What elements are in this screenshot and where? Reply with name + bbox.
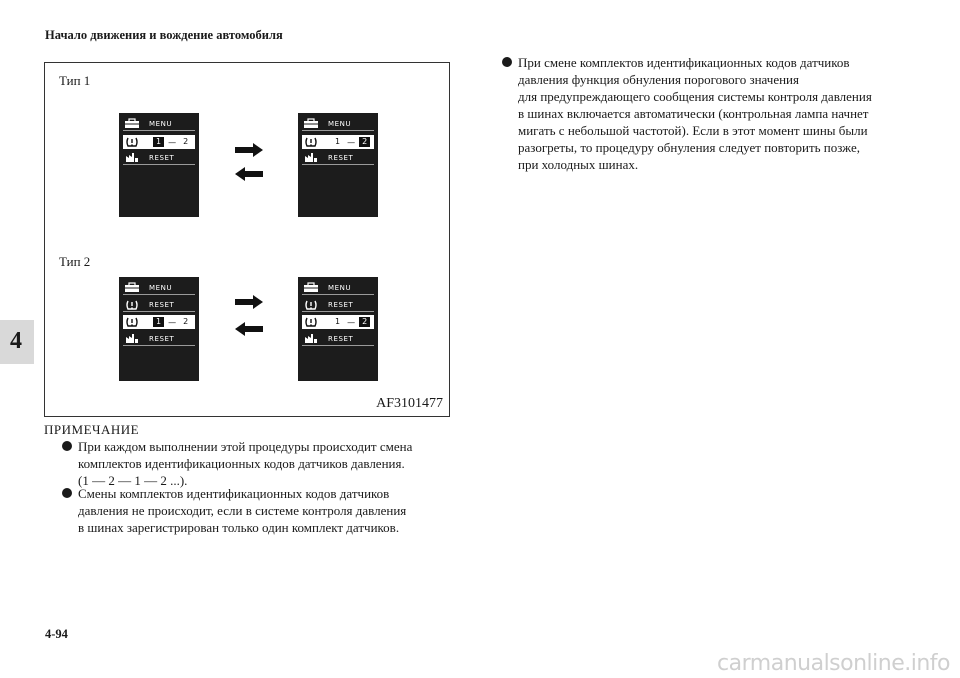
type1-label: Тип 1 bbox=[59, 73, 91, 88]
watermark: carmanualsonline.info bbox=[717, 651, 950, 676]
figure-code: AF3101477 bbox=[376, 396, 443, 411]
tire-pressure-icon bbox=[302, 299, 320, 311]
menu-label: MENU bbox=[328, 119, 352, 128]
toolbox-icon bbox=[123, 282, 141, 294]
note-line: При каждом выполнении этой процедуры происходит смена bbox=[78, 439, 413, 454]
factory-icon bbox=[123, 333, 141, 345]
dash: — bbox=[168, 137, 177, 147]
reset-label: RESET bbox=[149, 153, 175, 162]
factory-icon bbox=[302, 333, 320, 345]
tire-pressure-icon bbox=[123, 316, 141, 328]
paragraph-line: разогреты, то процедуру обнуления следует повторить позже, bbox=[518, 140, 860, 155]
display-screen bbox=[298, 113, 378, 217]
set-2-box: 2 bbox=[183, 317, 189, 326]
chapter-number: 4 bbox=[10, 328, 22, 354]
note-line: Смены комплектов идентификационных кодов датчиков bbox=[78, 486, 390, 501]
menu-label: MENU bbox=[328, 283, 352, 292]
dash: — bbox=[347, 317, 356, 327]
paragraph-line: давления функция обнуления порогового значения bbox=[518, 72, 799, 87]
set-2-box: 2 bbox=[359, 137, 370, 147]
display-screen bbox=[119, 113, 199, 217]
toolbox-icon bbox=[123, 118, 141, 130]
dash: — bbox=[168, 317, 177, 327]
note-line: давления не происходит, если в системе контроля давления bbox=[78, 503, 407, 518]
arrow-left-icon bbox=[235, 167, 263, 181]
paragraph-line: При смене комплектов идентификационных кодов датчиков bbox=[518, 55, 850, 70]
page-number: 4-94 bbox=[45, 627, 68, 641]
paragraph-line: мигать с небольшой частотой). Если в этот момент шины были bbox=[518, 123, 868, 138]
note-title: ПРИМЕЧАНИЕ bbox=[44, 422, 140, 437]
tire-pressure-icon bbox=[123, 299, 141, 311]
paragraph-line: для предупреждающего сообщения системы контроля давления bbox=[518, 89, 872, 104]
bullet-icon bbox=[62, 488, 72, 498]
arrow-left-icon bbox=[235, 322, 263, 336]
bullet-icon bbox=[502, 57, 512, 67]
bullet-icon bbox=[62, 441, 72, 451]
set-1-box: 1 bbox=[335, 137, 341, 146]
factory-icon bbox=[302, 152, 320, 164]
note-line: комплектов идентификационных кодов датчиков давления. bbox=[78, 456, 405, 471]
display-screen bbox=[298, 277, 378, 381]
sensor-set-selector bbox=[153, 137, 191, 147]
note-bullet-2 bbox=[62, 485, 406, 536]
tire-pressure-icon bbox=[302, 136, 320, 148]
sensor-set-selector bbox=[153, 317, 191, 327]
reset-label: RESET bbox=[328, 334, 354, 343]
set-1-box: 1 bbox=[153, 137, 164, 147]
menu-label: MENU bbox=[149, 283, 173, 292]
reset-label: RESET bbox=[149, 300, 175, 309]
factory-icon bbox=[123, 152, 141, 164]
sensor-set-selector bbox=[332, 317, 370, 327]
chapter-tab bbox=[0, 320, 34, 364]
sensor-set-selector bbox=[332, 137, 370, 147]
set-1-box: 1 bbox=[153, 317, 164, 327]
tire-pressure-icon bbox=[123, 136, 141, 148]
reset-label: RESET bbox=[328, 300, 354, 309]
arrow-right-icon bbox=[235, 143, 263, 157]
note-bullet-1 bbox=[62, 438, 412, 489]
display-screen bbox=[119, 277, 199, 381]
set-2-box: 2 bbox=[359, 317, 370, 327]
paragraph-line: при холодных шинах. bbox=[518, 157, 639, 172]
set-2-box: 2 bbox=[183, 137, 189, 146]
toolbox-icon bbox=[302, 282, 320, 294]
note-line: в шинах зарегистрирован только один комплект датчиков. bbox=[78, 520, 400, 535]
note-line: (1 — 2 — 1 — 2 ...). bbox=[78, 473, 188, 488]
set-1-box: 1 bbox=[335, 317, 341, 326]
toolbox-icon bbox=[302, 118, 320, 130]
reset-label: RESET bbox=[149, 334, 175, 343]
right-bullet bbox=[502, 54, 872, 173]
dash: — bbox=[347, 137, 356, 147]
paragraph-line: в шинах включается автоматически (контрольная лампа начнет bbox=[518, 106, 869, 121]
type2-label: Тип 2 bbox=[59, 254, 91, 269]
figure-illustration bbox=[44, 62, 450, 417]
menu-label: MENU bbox=[149, 119, 173, 128]
tire-pressure-icon bbox=[302, 316, 320, 328]
page-header-title: Начало движения и вождение автомобиля bbox=[45, 28, 283, 42]
reset-label: RESET bbox=[328, 153, 354, 162]
arrow-right-icon bbox=[235, 295, 263, 309]
